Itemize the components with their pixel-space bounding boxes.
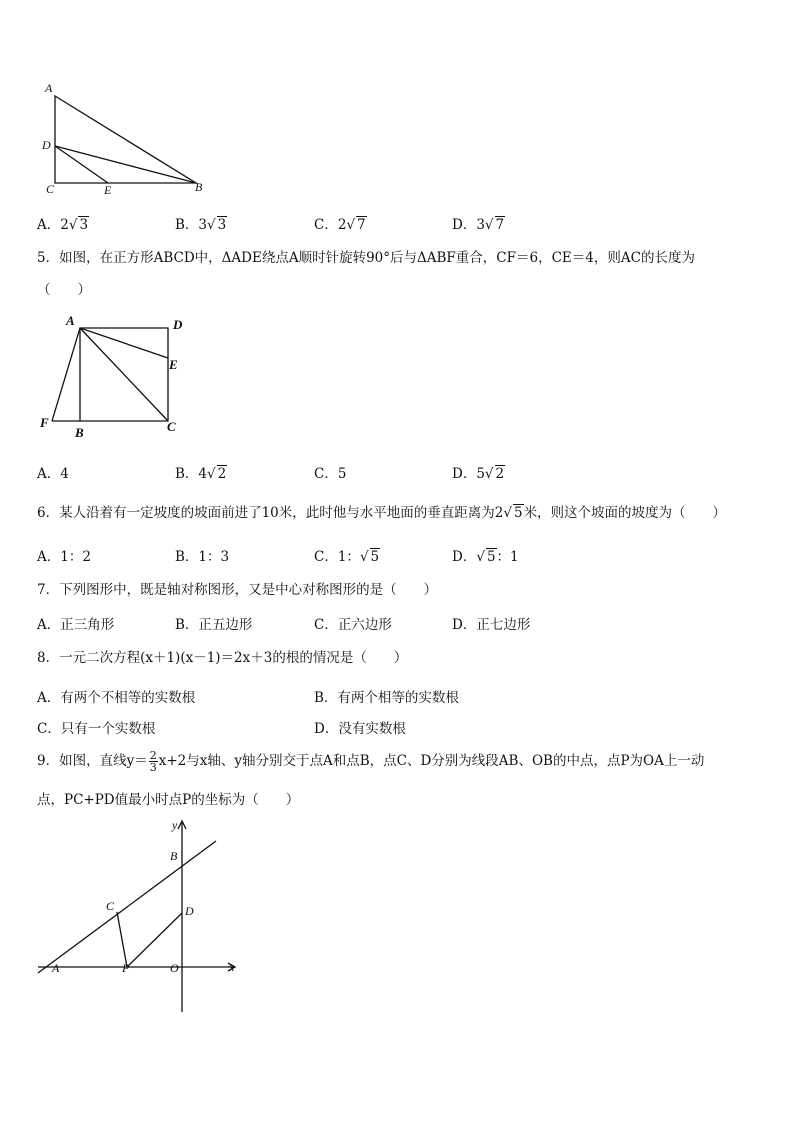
q7-option-c[interactable]: C．正六边形 (314, 617, 392, 633)
q5-stem-line1: 5．如图，在正方形ABCD中，ΔADE绕点A顺时针旋转90°后与ΔABF重合，CF＝6，CE＝4，则AC的长度为 (37, 250, 695, 266)
q4-option-c[interactable]: C．2√ 7 (314, 217, 366, 233)
q6-stem: 6．某人沿着有一定坡度的坡面前进了10米，此时他与水平地面的垂直距离为2√ 5米，则这个坡面的坡度为（ ） (37, 505, 727, 521)
q4-label-b: B (195, 180, 203, 194)
q4-option-a[interactable]: A．2√ 3 (37, 217, 89, 233)
q9-label-p: P (122, 961, 130, 975)
q5-option-b[interactable]: B．4√ 2 (175, 466, 227, 482)
q5-label-a: A (66, 313, 75, 328)
q5-label-e: E (169, 357, 178, 372)
q9-stem-line2: 点，PC+PD值最小时点P的坐标为（ ） (37, 792, 300, 808)
q4-segment-db (55, 146, 196, 183)
q8-option-d[interactable]: D．没有实数根 (314, 721, 406, 737)
q5-square-figure (34, 310, 194, 440)
q5-label-c: C (167, 419, 176, 434)
q6-option-a[interactable]: A．1：2 (37, 549, 91, 565)
q9-label-o: O (170, 961, 179, 975)
q5-label-d: D (173, 317, 183, 332)
q4-label-d: D (42, 138, 51, 152)
q7-option-d[interactable]: D．正七边形 (452, 617, 531, 633)
q9-segment-pc (117, 912, 127, 967)
q8-option-b[interactable]: B．有两个相等的实数根 (314, 690, 459, 706)
q7-stem: 7．下列图形中，既是轴对称图形，又是中心对称图形的是（ ） (37, 582, 438, 598)
q4-triangle-abc (55, 96, 196, 183)
q9-label-c: C (106, 899, 115, 913)
q4-segment-de (55, 146, 108, 183)
q6-option-c[interactable]: C．1：√ 5 (314, 549, 380, 565)
q8-option-a[interactable]: A．有两个不相等的实数根 (37, 690, 196, 706)
q6-option-b[interactable]: B．1：3 (175, 549, 230, 565)
q9-stem-line1: 9．如图，直线y＝ $\frac{2}{3}$ x+2与x轴、y轴分别交于点A和点B，点C、D分别为线段AB、OB的中点，点P为OA上一动 (37, 749, 705, 774)
q5-option-c[interactable]: C．5 (314, 466, 347, 482)
q8-option-c[interactable]: C．只有一个实数根 (37, 721, 156, 737)
q5-segment-af (52, 328, 80, 421)
q9-label-y: y (172, 818, 178, 832)
q9-label-x: x (229, 960, 235, 974)
q9-segment-pd (127, 913, 182, 967)
q9-fraction: $\frac{2}{3}$ (149, 749, 157, 774)
q4-option-b[interactable]: B．3√ 3 (175, 217, 227, 233)
q4-label-e: E (104, 183, 112, 196)
q5-option-d[interactable]: D．5√ 2 (452, 466, 505, 482)
q9-label-b: B (170, 849, 178, 863)
q6-option-d[interactable]: D．√ 5：1 (452, 549, 519, 565)
q4-label-a: A (45, 81, 53, 95)
q9-label-a: A (52, 961, 60, 975)
q5-stem-line2: （ ） (37, 282, 91, 298)
q5-label-f: F (40, 415, 49, 430)
q5-segment-ae (80, 328, 168, 358)
q9-coordinate-figure (30, 815, 250, 1020)
q5-option-a[interactable]: A．4 (37, 466, 69, 482)
q5-label-b: B (75, 425, 84, 440)
q9-label-d: D (185, 904, 194, 918)
q4-triangle-figure (36, 78, 216, 196)
q7-option-b[interactable]: B．正五边形 (175, 617, 253, 633)
q8-stem: 8．一元二次方程(x＋1)(x－1)＝2x＋3的根的情况是（ ） (37, 650, 408, 666)
q4-label-c: C (46, 182, 55, 196)
q7-option-a[interactable]: A．正三角形 (37, 617, 115, 633)
q4-option-d[interactable]: D．3√ 7 (452, 217, 505, 233)
q5-diagonal-ac (80, 328, 168, 421)
